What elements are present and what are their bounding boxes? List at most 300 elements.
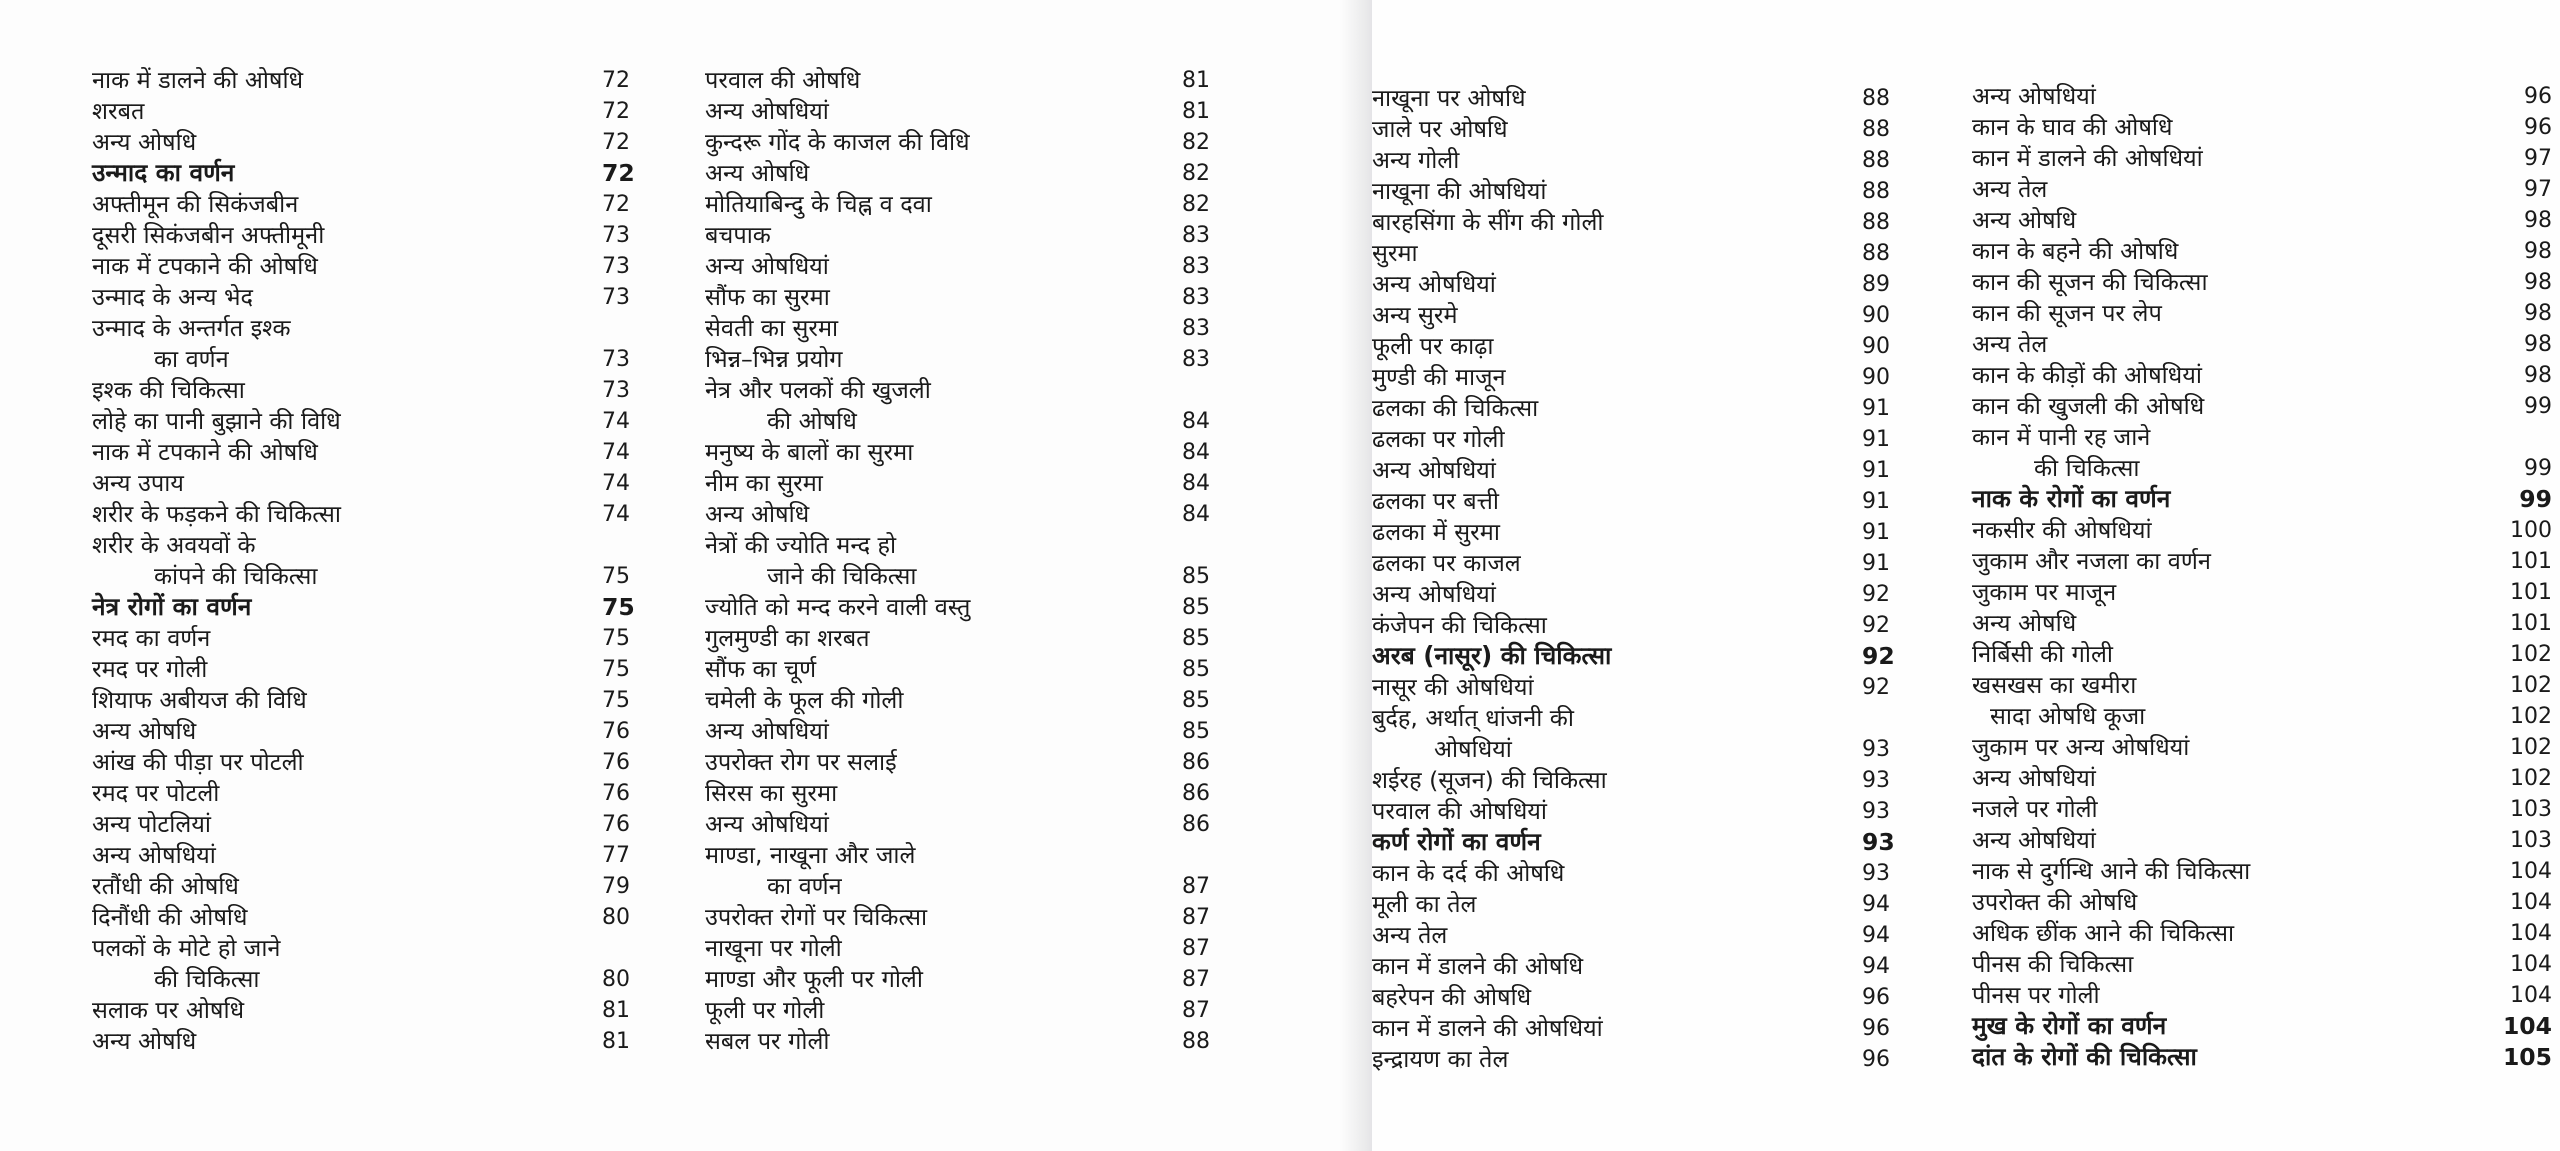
index-entry [92,994,634,1025]
entry-title: नेत्र रोगों का वर्णन [92,591,252,621]
index-entry [1922,80,2552,111]
entry-page-number: 100 [2510,518,2552,543]
index-entry [1372,578,1902,609]
entry-title: कान के कीड़ों की ओषधियां [1972,360,2202,389]
entry-title: जाने की चिकित्सा [767,561,917,590]
entry-page-number: 92 [1862,582,1890,607]
entry-page-number: 87 [1182,936,1210,961]
index-entry [92,281,634,312]
entry-title: अन्य ओषधियां [92,840,216,869]
index-entry [92,157,634,188]
index-entry [1922,731,2552,762]
entry-page-number: 88 [1862,148,1890,173]
entry-title: कान में पानी रह जाने [1972,422,2151,451]
entry-title: मोतियाबिन्दु के चिह्न व दवा [705,189,932,218]
index-entry [92,808,634,839]
entry-page-number: 102 [2510,735,2552,760]
entry-page-number: 102 [2510,766,2552,791]
entry-page-number: 83 [1182,285,1210,310]
entry-title: कान में डालने की ओषधियां [1972,143,2203,172]
index-entry [655,1025,1210,1056]
index-entry [1922,979,2552,1010]
entry-title: सादा ओषधि कूजा [1990,701,2146,730]
entry-title: उन्माद के अन्य भेद [92,282,253,311]
entry-title: बुर्दह, अर्थात् धांजनी की [1372,703,1574,732]
entry-title: अन्य ओषधि [92,1026,197,1055]
entry-title: मुण्डी की माजून [1372,362,1506,391]
entry-page-number: 91 [1862,520,1890,545]
entry-title: पीनस पर गोली [1972,980,2100,1009]
entry-title: सौंफ का चूर्ण [705,654,817,683]
entry-title: अधिक छींक आने की चिकित्सा [1972,918,2235,947]
index-entry [92,932,634,963]
index-entry [655,312,1210,343]
entry-page-number: 85 [1182,564,1210,589]
entry-page-number: 98 [2524,332,2552,357]
entry-title: नजले पर गोली [1972,794,2098,823]
entry-page-number: 82 [1182,130,1210,155]
entry-page-number: 73 [602,254,630,279]
entry-title: रमद पर गोली [92,654,208,683]
entry-title: कान के बहने की ओषधि [1972,236,2179,265]
entry-title: अन्य ओषधियां [705,716,829,745]
entry-title: अन्य ओषधियां [705,809,829,838]
entry-title: इश्क की चिकित्सा [92,375,245,404]
entry-title: अन्य ओषधियां [1372,455,1496,484]
entry-page-number: 81 [1182,99,1210,124]
entry-title: सिरस का सुरमा [705,778,838,807]
entry-page-number: 96 [2524,84,2552,109]
entry-page-number: 81 [602,998,630,1023]
entry-page-number: 76 [602,719,630,744]
entry-page-number: 73 [602,285,630,310]
entry-page-number: 98 [2524,301,2552,326]
index-column-1 [92,64,634,1151]
entry-title: आंख की पीड़ा पर पोटली [92,747,304,776]
index-entry [1922,173,2552,204]
entry-page-number: 81 [602,1029,630,1054]
entry-page-number: 74 [602,440,630,465]
index-column-2 [655,64,1210,1151]
index-entry [1372,361,1902,392]
index-entry [92,777,634,808]
entry-page-number: 101 [2510,580,2552,605]
entry-page-number: 73 [602,347,630,372]
index-entry [92,219,634,250]
entry-title: नाखूना की ओषधियां [1372,176,1547,205]
entry-page-number: 84 [1182,440,1210,465]
entry-page-number: 102 [2510,673,2552,698]
index-entry [1922,390,2552,421]
index-entry [1922,855,2552,886]
index-entry [1372,299,1902,330]
entry-title: बहरेपन की ओषधि [1372,982,1532,1011]
index-entry [1922,1010,2552,1041]
index-entry [1372,330,1902,361]
entry-title: नासूर की ओषधियां [1372,672,1534,701]
entry-page-number: 74 [602,471,630,496]
entry-title: अन्य तेल [1372,920,1448,949]
index-entry [92,963,634,994]
entry-page-number: 98 [2524,270,2552,295]
entry-page-number: 99 [2524,394,2552,419]
entry-page-number: 77 [602,843,630,868]
index-entry [1372,857,1902,888]
index-entry [1372,175,1902,206]
index-entry [92,64,634,95]
index-entry [655,374,1210,405]
entry-title: अन्य गोली [1372,145,1460,174]
entry-page-number: 82 [1182,192,1210,217]
right-page [1372,0,2560,1151]
entry-page-number: 96 [1862,1016,1890,1041]
entry-title: इन्द्रायण का तेल [1372,1044,1509,1073]
entry-title: अन्य ओषधियां [1372,269,1496,298]
entry-title: अन्य तेल [1972,174,2048,203]
index-entry [1922,1041,2552,1072]
entry-page-number: 94 [1862,892,1890,917]
index-entry [655,64,1210,95]
entry-title: नाखूना पर ओषधि [1372,83,1526,112]
entry-title: नाक में टपकाने की ओषधि [92,251,318,280]
entry-page-number: 96 [1862,1047,1890,1072]
index-entry [655,467,1210,498]
entry-page-number: 99 [2524,456,2552,481]
index-entry [1922,607,2552,638]
entry-page-number: 86 [1182,812,1210,837]
entry-title: अन्य ओषधियां [705,251,829,280]
entry-page-number: 87 [1182,998,1210,1023]
entry-title: जुकाम पर अन्य ओषधियां [1972,732,2190,761]
entry-title: अन्य ओषधि [705,499,810,528]
index-entry [92,560,634,591]
entry-page-number: 85 [1182,719,1210,744]
index-entry [655,901,1210,932]
entry-page-number: 87 [1182,905,1210,930]
entry-title: कर्ण रोगों का वर्णन [1372,826,1541,856]
index-entry [1372,1012,1902,1043]
index-entry [1922,483,2552,514]
index-entry [92,1025,634,1056]
index-entry [1372,206,1902,237]
entry-page-number: 86 [1182,750,1210,775]
index-entry [1372,1043,1902,1074]
entry-page-number: 101 [2510,549,2552,574]
entry-page-number: 80 [602,967,630,992]
entry-page-number: 98 [2524,363,2552,388]
index-entry [655,591,1210,622]
entry-page-number: 103 [2510,828,2552,853]
index-entry [655,777,1210,808]
entry-title: अन्य सुरमे [1372,300,1458,329]
index-entry [92,467,634,498]
entry-title: जुकाम पर माजून [1972,577,2117,606]
entry-title: ढलका में सुरमा [1372,517,1500,546]
entry-title: मनुष्य के बालों का सुरमा [705,437,914,466]
entry-page-number: 72 [602,158,635,187]
index-entry [92,529,634,560]
entry-page-number: 99 [2519,484,2552,513]
index-entry [655,219,1210,250]
index-entry [92,343,634,374]
entry-title: फूली पर गोली [705,995,825,1024]
index-entry [1922,638,2552,669]
index-entry [92,436,634,467]
index-entry [1922,886,2552,917]
entry-page-number: 88 [1862,179,1890,204]
index-entry [1922,204,2552,235]
index-entry [1922,359,2552,390]
entry-page-number: 88 [1862,117,1890,142]
entry-page-number: 94 [1862,954,1890,979]
entry-title: अफ्तीमून की सिकंजबीन [92,189,299,218]
entry-title: नकसीर की ओषधियां [1972,515,2152,544]
index-entry [1922,452,2552,483]
index-entry [1922,421,2552,452]
entry-title: नाखूना पर गोली [705,933,842,962]
index-entry [1922,297,2552,328]
entry-title: ज्योति को मन्द करने वाली वस्तु [705,592,971,621]
index-entry [655,281,1210,312]
entry-title: अन्य ओषधियां [1972,825,2096,854]
entry-title: कान के दर्द की ओषधि [1372,858,1565,887]
entry-page-number: 96 [1862,985,1890,1010]
index-entry [92,901,634,932]
index-entry [655,405,1210,436]
entry-page-number: 104 [2510,983,2552,1008]
entry-title: रमद का वर्णन [92,623,211,652]
entry-page-number: 79 [602,874,630,899]
index-entry [655,95,1210,126]
entry-page-number: 88 [1182,1029,1210,1054]
entry-title: भिन्न–भिन्न प्रयोग [705,344,843,373]
index-entry [92,188,634,219]
entry-title: निर्बिसी की गोली [1972,639,2114,668]
index-entry [92,405,634,436]
index-entry [655,436,1210,467]
entry-title: शरबत [92,96,145,125]
entry-title: अन्य पोटलियां [92,809,212,838]
entry-page-number: 84 [1182,471,1210,496]
entry-page-number: 88 [1862,210,1890,235]
entry-page-number: 84 [1182,502,1210,527]
index-entry [92,498,634,529]
index-entry [1372,671,1902,702]
index-entry [1922,142,2552,173]
entry-title: उपरोक्त रोगों पर चिकित्सा [705,902,928,931]
index-column-3 [1372,82,1902,1151]
entry-title: कान में डालने की ओषधि [1372,951,1584,980]
entry-page-number: 83 [1182,347,1210,372]
entry-title: अन्य ओषधियां [1372,579,1496,608]
entry-title: सलाक पर ओषधि [92,995,245,1024]
index-column-4 [1922,80,2552,1151]
entry-title: का वर्णन [767,871,842,900]
entry-title: मुख के रोगों का वर्णन [1972,1010,2167,1040]
index-entry [1372,237,1902,268]
entry-page-number: 91 [1862,458,1890,483]
entry-title: ढलका पर गोली [1372,424,1505,453]
entry-title: अन्य ओषधि [1972,608,2077,637]
entry-page-number: 83 [1182,223,1210,248]
index-entry [92,622,634,653]
index-entry [1372,640,1902,671]
entry-title: सौंफ का सुरमा [705,282,830,311]
index-entry [1372,919,1902,950]
entry-title: शरीर के फड़कने की चिकित्सा [92,499,341,528]
index-entry [1372,950,1902,981]
entry-title: सुरमा [1372,238,1418,267]
entry-title: कान की खुजली की ओषधि [1972,391,2205,420]
entry-page-number: 83 [1182,316,1210,341]
entry-page-number: 104 [2510,921,2552,946]
entry-page-number: 92 [1862,613,1890,638]
entry-page-number: 73 [602,378,630,403]
index-entry [92,126,634,157]
entry-title: जुकाम और नजला का वर्णन [1972,546,2211,575]
entry-title: की ओषधि [767,406,857,435]
index-entry [655,746,1210,777]
index-entry [1372,733,1902,764]
index-entry [655,994,1210,1025]
index-entry [92,374,634,405]
entry-page-number: 102 [2510,642,2552,667]
entry-title: उन्माद का वर्णन [92,157,235,187]
entry-title: उपरोक्त की ओषधि [1972,887,2138,916]
entry-title: दांत के रोगों की चिकित्सा [1972,1041,2197,1071]
index-entry [92,715,634,746]
index-entry [92,653,634,684]
index-entry [1372,547,1902,578]
entry-page-number: 74 [602,409,630,434]
entry-page-number: 84 [1182,409,1210,434]
index-entry [655,560,1210,591]
entry-page-number: 74 [602,502,630,527]
index-entry [655,343,1210,374]
entry-page-number: 72 [602,68,630,93]
entry-title: लोहे का पानी बुझाने की विधि [92,406,341,435]
entry-page-number: 85 [1182,657,1210,682]
index-entry [1922,328,2552,359]
entry-title: उन्माद के अन्तर्गत इश्क [92,313,291,342]
entry-page-number: 72 [602,192,630,217]
entry-title: मूली का तेल [1372,889,1477,918]
entry-title: शईरह (सूजन) की चिकित्सा [1372,765,1607,794]
index-entry [1922,669,2552,700]
entry-page-number: 104 [2502,1011,2552,1040]
entry-page-number: 72 [602,99,630,124]
index-entry [1372,113,1902,144]
index-entry [655,498,1210,529]
entry-page-number: 89 [1862,272,1890,297]
index-entry [655,250,1210,281]
entry-title: अन्य ओषधि [92,716,197,745]
index-entry [1372,888,1902,919]
entry-title: नाक में डालने की ओषधि [92,65,304,94]
index-entry [655,126,1210,157]
entry-page-number: 94 [1862,923,1890,948]
entry-title: उपरोक्त रोग पर सलाई [705,747,897,776]
entry-title: खसखस का खमीरा [1972,670,2137,699]
entry-title: कान की सूजन पर लेप [1972,298,2162,327]
entry-title: फूली पर काढ़ा [1372,331,1494,360]
entry-page-number: 91 [1862,427,1890,452]
entry-page-number: 72 [602,130,630,155]
entry-title: ढलका पर काजल [1372,548,1521,577]
entry-title: माण्डा और फूली पर गोली [705,964,923,993]
index-entry [655,870,1210,901]
entry-title: नाक से दुर्गन्धि आने की चिकित्सा [1972,856,2251,885]
index-entry [1372,826,1902,857]
index-entry [1922,824,2552,855]
index-entry [655,808,1210,839]
entry-page-number: 92 [1862,641,1895,670]
entry-title: की चिकित्सा [154,964,260,993]
entry-title: अन्य ओषधियां [1972,763,2096,792]
index-entry [1372,268,1902,299]
entry-title: बचपाक [705,220,771,249]
index-entry [1922,762,2552,793]
index-entry [1372,516,1902,547]
index-entry [1372,764,1902,795]
entry-page-number: 101 [2510,611,2552,636]
entry-title: परवाल की ओषधियां [1372,796,1547,825]
entry-page-number: 85 [1182,626,1210,651]
index-entry [1372,423,1902,454]
entry-page-number: 102 [2510,704,2552,729]
entry-page-number: 73 [602,223,630,248]
index-entry [655,963,1210,994]
entry-title: कान के घाव की ओषधि [1972,112,2173,141]
index-entry [1922,545,2552,576]
entry-page-number: 90 [1862,303,1890,328]
index-entry [1922,514,2552,545]
entry-title: अन्य ओषधि [1972,205,2077,234]
entry-page-number: 76 [602,781,630,806]
index-entry [655,839,1210,870]
entry-title: रमद पर पोटली [92,778,220,807]
index-entry [1922,700,2552,731]
index-entry [1372,144,1902,175]
index-entry [1922,917,2552,948]
entry-page-number: 75 [602,592,635,621]
entry-title: रतौंधी की ओषधि [92,871,239,900]
entry-page-number: 96 [2524,115,2552,140]
entry-title: कान की सूजन की चिकित्सा [1972,267,2208,296]
entry-title: शियाफ अबीयज की विधि [92,685,307,714]
entry-page-number: 103 [2510,797,2552,822]
entry-page-number: 85 [1182,688,1210,713]
entry-page-number: 104 [2510,859,2552,884]
entry-page-number: 80 [602,905,630,930]
entry-title: कान में डालने की ओषधियां [1372,1013,1603,1042]
entry-title: अरब (नासूर) की चिकित्सा [1372,640,1612,670]
index-entry [1922,111,2552,142]
index-entry [655,653,1210,684]
index-entry [1372,609,1902,640]
index-entry [655,529,1210,560]
entry-title: नाक के रोगों का वर्णन [1972,483,2171,513]
entry-page-number: 91 [1862,489,1890,514]
index-entry [1922,266,2552,297]
entry-title: जाले पर ओषधि [1372,114,1508,143]
entry-page-number: 93 [1862,861,1890,886]
index-entry [92,870,634,901]
entry-page-number: 105 [2502,1042,2552,1071]
index-entry [1372,82,1902,113]
entry-title: माण्डा, नाखूना और जाले [705,840,916,869]
entry-page-number: 93 [1862,737,1890,762]
